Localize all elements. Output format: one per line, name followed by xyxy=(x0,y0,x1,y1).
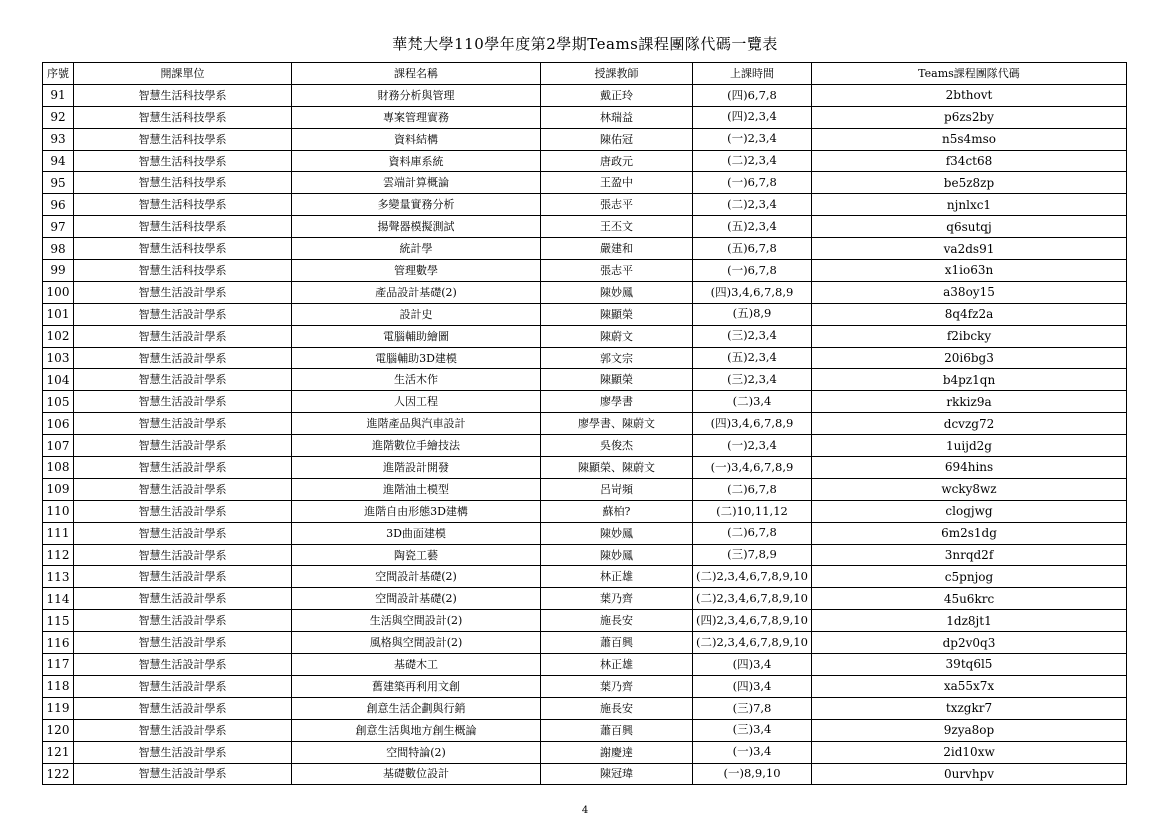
cell-course-name: 空間特論(2) xyxy=(292,741,541,763)
cell-instructor: 林正雄 xyxy=(541,566,693,588)
cell-instructor: 王盈中 xyxy=(541,172,693,194)
cell-class-time: (五)8,9 xyxy=(693,303,812,325)
course-code-table xyxy=(42,62,1127,785)
cell-seq: 116 xyxy=(43,632,74,654)
header-seq: 序號 xyxy=(43,63,74,85)
cell-teams-code: va2ds91 xyxy=(812,238,1127,260)
cell-department: 智慧生活設計學系 xyxy=(74,719,292,741)
cell-class-time: (三)2,3,4 xyxy=(693,369,812,391)
table-row xyxy=(43,697,1127,719)
cell-seq: 113 xyxy=(43,566,74,588)
cell-instructor: 蕭百興 xyxy=(541,632,693,654)
cell-instructor: 吳俊杰 xyxy=(541,435,693,457)
cell-teams-code: 0urvhpv xyxy=(812,763,1127,785)
table-row xyxy=(43,588,1127,610)
cell-class-time: (二)10,11,12 xyxy=(693,500,812,522)
cell-department: 智慧生活設計學系 xyxy=(74,281,292,303)
cell-class-time: (三)2,3,4 xyxy=(693,325,812,347)
cell-department: 智慧生活設計學系 xyxy=(74,391,292,413)
table-row xyxy=(43,763,1127,785)
cell-course-name: 創意生活企劃與行銷 xyxy=(292,697,541,719)
cell-class-time: (四)3,4 xyxy=(693,654,812,676)
table-row xyxy=(43,500,1127,522)
table-row xyxy=(43,391,1127,413)
cell-class-time: (二)3,4 xyxy=(693,391,812,413)
cell-class-time: (一)8,9,10 xyxy=(693,763,812,785)
cell-seq: 104 xyxy=(43,369,74,391)
cell-class-time: (五)6,7,8 xyxy=(693,238,812,260)
header-teams-code: Teams課程團隊代碼 xyxy=(812,63,1127,85)
cell-instructor: 郭文宗 xyxy=(541,347,693,369)
cell-course-name: 進階產品與汽車設計 xyxy=(292,413,541,435)
table-row xyxy=(43,347,1127,369)
table-row xyxy=(43,435,1127,457)
cell-department: 智慧生活科技學系 xyxy=(74,150,292,172)
cell-seq: 101 xyxy=(43,303,74,325)
cell-department: 智慧生活科技學系 xyxy=(74,238,292,260)
cell-teams-code: 39tq6l5 xyxy=(812,654,1127,676)
header-instructor: 授課教師 xyxy=(541,63,693,85)
cell-seq: 112 xyxy=(43,544,74,566)
cell-seq: 120 xyxy=(43,719,74,741)
cell-teams-code: 3nrqd2f xyxy=(812,544,1127,566)
cell-department: 智慧生活設計學系 xyxy=(74,763,292,785)
cell-course-name: 進階油土模型 xyxy=(292,478,541,500)
cell-instructor: 林正雄 xyxy=(541,654,693,676)
document-title: 華梵大學110學年度第2學期Teams課程團隊代碼一覽表 xyxy=(392,35,778,53)
cell-course-name: 電腦輔助3D建模 xyxy=(292,347,541,369)
cell-department: 智慧生活科技學系 xyxy=(74,106,292,128)
table-row xyxy=(43,216,1127,238)
cell-department: 智慧生活設計學系 xyxy=(74,544,292,566)
cell-seq: 108 xyxy=(43,457,74,479)
cell-course-name: 資料庫系統 xyxy=(292,150,541,172)
cell-department: 智慧生活設計學系 xyxy=(74,741,292,763)
cell-class-time: (四)6,7,8 xyxy=(693,84,812,106)
cell-teams-code: 45u6krc xyxy=(812,588,1127,610)
cell-class-time: (二)2,3,4 xyxy=(693,194,812,216)
cell-class-time: (四)3,4,6,7,8,9 xyxy=(693,281,812,303)
cell-seq: 99 xyxy=(43,260,74,282)
cell-course-name: 風格與空間設計(2) xyxy=(292,632,541,654)
table-row xyxy=(43,106,1127,128)
cell-class-time: (五)2,3,4 xyxy=(693,347,812,369)
cell-seq: 115 xyxy=(43,610,74,632)
cell-department: 智慧生活設計學系 xyxy=(74,632,292,654)
cell-instructor: 唐政元 xyxy=(541,150,693,172)
cell-department: 智慧生活設計學系 xyxy=(74,413,292,435)
cell-seq: 97 xyxy=(43,216,74,238)
cell-course-name: 雲端計算概論 xyxy=(292,172,541,194)
cell-department: 智慧生活設計學系 xyxy=(74,588,292,610)
table-row xyxy=(43,281,1127,303)
cell-class-time: (四)3,4 xyxy=(693,675,812,697)
cell-instructor: 陳冠瑋 xyxy=(541,763,693,785)
cell-seq: 103 xyxy=(43,347,74,369)
cell-department: 智慧生活科技學系 xyxy=(74,194,292,216)
table-row xyxy=(43,566,1127,588)
cell-class-time: (三)7,8,9 xyxy=(693,544,812,566)
header-course-name: 課程名稱 xyxy=(292,63,541,85)
table-row xyxy=(43,478,1127,500)
cell-seq: 98 xyxy=(43,238,74,260)
cell-course-name: 管理數學 xyxy=(292,260,541,282)
cell-seq: 122 xyxy=(43,763,74,785)
cell-class-time: (二)2,3,4 xyxy=(693,150,812,172)
cell-instructor: 陳顯榮 xyxy=(541,303,693,325)
cell-seq: 117 xyxy=(43,654,74,676)
cell-department: 智慧生活設計學系 xyxy=(74,369,292,391)
cell-teams-code: a38oy15 xyxy=(812,281,1127,303)
cell-department: 智慧生活科技學系 xyxy=(74,128,292,150)
cell-department: 智慧生活科技學系 xyxy=(74,260,292,282)
cell-course-name: 空間設計基礎(2) xyxy=(292,588,541,610)
cell-course-name: 多變量實務分析 xyxy=(292,194,541,216)
cell-teams-code: q6sutqj xyxy=(812,216,1127,238)
cell-course-name: 生活與空間設計(2) xyxy=(292,610,541,632)
table-row xyxy=(43,369,1127,391)
cell-instructor: 張志平 xyxy=(541,260,693,282)
cell-instructor: 陳妙鳳 xyxy=(541,522,693,544)
cell-teams-code: 6m2s1dg xyxy=(812,522,1127,544)
cell-course-name: 人因工程 xyxy=(292,391,541,413)
table-row xyxy=(43,654,1127,676)
cell-class-time: (一)6,7,8 xyxy=(693,260,812,282)
cell-class-time: (三)3,4 xyxy=(693,719,812,741)
cell-department: 智慧生活設計學系 xyxy=(74,675,292,697)
cell-class-time: (二)2,3,4,6,7,8,9,10 xyxy=(693,566,812,588)
cell-course-name: 電腦輔助繪圖 xyxy=(292,325,541,347)
cell-course-name: 基礎數位設計 xyxy=(292,763,541,785)
cell-class-time: (三)7,8 xyxy=(693,697,812,719)
cell-seq: 105 xyxy=(43,391,74,413)
cell-teams-code: txzgkr7 xyxy=(812,697,1127,719)
cell-instructor: 陳妙鳳 xyxy=(541,544,693,566)
cell-department: 智慧生活設計學系 xyxy=(74,457,292,479)
cell-course-name: 進階數位手繪技法 xyxy=(292,435,541,457)
table-row xyxy=(43,172,1127,194)
cell-course-name: 創意生活與地方創生概論 xyxy=(292,719,541,741)
cell-department: 智慧生活設計學系 xyxy=(74,478,292,500)
cell-teams-code: f34ct68 xyxy=(812,150,1127,172)
cell-instructor: 蘇柏? xyxy=(541,500,693,522)
cell-teams-code: 20i6bg3 xyxy=(812,347,1127,369)
cell-teams-code: rkkiz9a xyxy=(812,391,1127,413)
cell-teams-code: njnlxc1 xyxy=(812,194,1127,216)
cell-course-name: 進階設計開發 xyxy=(292,457,541,479)
cell-department: 智慧生活科技學系 xyxy=(74,216,292,238)
table-row xyxy=(43,238,1127,260)
cell-instructor: 陳妙鳳 xyxy=(541,281,693,303)
cell-course-name: 設計史 xyxy=(292,303,541,325)
cell-instructor: 施長安 xyxy=(541,697,693,719)
cell-seq: 119 xyxy=(43,697,74,719)
table-row xyxy=(43,544,1127,566)
cell-teams-code: 2bthovt xyxy=(812,84,1127,106)
cell-seq: 95 xyxy=(43,172,74,194)
cell-instructor: 廖學書 xyxy=(541,391,693,413)
table-row xyxy=(43,303,1127,325)
cell-teams-code: be5z8zp xyxy=(812,172,1127,194)
cell-department: 智慧生活設計學系 xyxy=(74,566,292,588)
cell-teams-code: dp2v0q3 xyxy=(812,632,1127,654)
cell-course-name: 財務分析與管理 xyxy=(292,84,541,106)
cell-seq: 102 xyxy=(43,325,74,347)
cell-seq: 109 xyxy=(43,478,74,500)
cell-instructor: 陳顯榮、陳蔚文 xyxy=(541,457,693,479)
cell-instructor: 陳蔚文 xyxy=(541,325,693,347)
cell-department: 智慧生活科技學系 xyxy=(74,84,292,106)
cell-department: 智慧生活設計學系 xyxy=(74,500,292,522)
cell-seq: 114 xyxy=(43,588,74,610)
cell-course-name: 產品設計基礎(2) xyxy=(292,281,541,303)
cell-course-name: 舊建築再利用文創 xyxy=(292,675,541,697)
table-row xyxy=(43,194,1127,216)
cell-instructor: 戴正玲 xyxy=(541,84,693,106)
cell-seq: 107 xyxy=(43,435,74,457)
cell-teams-code: wcky8wz xyxy=(812,478,1127,500)
cell-instructor: 謝慶達 xyxy=(541,741,693,763)
table-row xyxy=(43,84,1127,106)
table-row xyxy=(43,457,1127,479)
cell-teams-code: clogjwg xyxy=(812,500,1127,522)
table-row xyxy=(43,413,1127,435)
cell-class-time: (二)6,7,8 xyxy=(693,478,812,500)
table-row xyxy=(43,260,1127,282)
table-row xyxy=(43,150,1127,172)
cell-instructor: 王丕文 xyxy=(541,216,693,238)
header-department: 開課單位 xyxy=(74,63,292,85)
cell-seq: 96 xyxy=(43,194,74,216)
cell-teams-code: 1uijd2g xyxy=(812,435,1127,457)
cell-seq: 106 xyxy=(43,413,74,435)
table-row xyxy=(43,632,1127,654)
table-row xyxy=(43,741,1127,763)
cell-teams-code: b4pz1qn xyxy=(812,369,1127,391)
cell-course-name: 進階自由形態3D建構 xyxy=(292,500,541,522)
cell-seq: 93 xyxy=(43,128,74,150)
cell-instructor: 張志平 xyxy=(541,194,693,216)
cell-class-time: (五)2,3,4 xyxy=(693,216,812,238)
table-row xyxy=(43,522,1127,544)
cell-instructor: 陳顯榮 xyxy=(541,369,693,391)
cell-teams-code: p6zs2by xyxy=(812,106,1127,128)
cell-course-name: 基礎木工 xyxy=(292,654,541,676)
cell-seq: 94 xyxy=(43,150,74,172)
cell-seq: 92 xyxy=(43,106,74,128)
table-row xyxy=(43,325,1127,347)
table-row xyxy=(43,610,1127,632)
cell-class-time: (四)2,3,4,6,7,8,9,10 xyxy=(693,610,812,632)
cell-seq: 91 xyxy=(43,84,74,106)
cell-department: 智慧生活設計學系 xyxy=(74,522,292,544)
cell-seq: 121 xyxy=(43,741,74,763)
cell-seq: 100 xyxy=(43,281,74,303)
cell-course-name: 空間設計基礎(2) xyxy=(292,566,541,588)
cell-teams-code: 694hins xyxy=(812,457,1127,479)
cell-seq: 110 xyxy=(43,500,74,522)
cell-teams-code: 8q4fz2a xyxy=(812,303,1127,325)
cell-class-time: (四)2,3,4 xyxy=(693,106,812,128)
cell-teams-code: c5pnjog xyxy=(812,566,1127,588)
cell-instructor: 蕭百興 xyxy=(541,719,693,741)
cell-department: 智慧生活科技學系 xyxy=(74,172,292,194)
cell-teams-code: 1dz8jt1 xyxy=(812,610,1127,632)
cell-teams-code: f2ibcky xyxy=(812,325,1127,347)
cell-class-time: (一)3,4,6,7,8,9 xyxy=(693,457,812,479)
cell-class-time: (二)2,3,4,6,7,8,9,10 xyxy=(693,588,812,610)
cell-course-name: 陶瓷工藝 xyxy=(292,544,541,566)
cell-seq: 111 xyxy=(43,522,74,544)
cell-class-time: (一)6,7,8 xyxy=(693,172,812,194)
cell-class-time: (一)3,4 xyxy=(693,741,812,763)
table-row xyxy=(43,719,1127,741)
cell-teams-code: x1io63n xyxy=(812,260,1127,282)
cell-instructor: 林瑞益 xyxy=(541,106,693,128)
cell-teams-code: dcvzg72 xyxy=(812,413,1127,435)
page-number: 4 xyxy=(581,805,589,816)
cell-course-name: 統計學 xyxy=(292,238,541,260)
cell-class-time: (二)6,7,8 xyxy=(693,522,812,544)
header-row xyxy=(43,63,1127,85)
cell-seq: 118 xyxy=(43,675,74,697)
cell-course-name: 資料結構 xyxy=(292,128,541,150)
cell-class-time: (四)3,4,6,7,8,9 xyxy=(693,413,812,435)
cell-department: 智慧生活設計學系 xyxy=(74,654,292,676)
cell-department: 智慧生活設計學系 xyxy=(74,303,292,325)
cell-class-time: (一)2,3,4 xyxy=(693,128,812,150)
cell-instructor: 呂岢頻 xyxy=(541,478,693,500)
cell-teams-code: 9zya8op xyxy=(812,719,1127,741)
cell-instructor: 葉乃齊 xyxy=(541,675,693,697)
cell-instructor: 嚴建和 xyxy=(541,238,693,260)
cell-course-name: 3D曲面建模 xyxy=(292,522,541,544)
table-row xyxy=(43,675,1127,697)
table-row xyxy=(43,128,1127,150)
cell-teams-code: 2id10xw xyxy=(812,741,1127,763)
cell-department: 智慧生活設計學系 xyxy=(74,610,292,632)
cell-instructor: 施長安 xyxy=(541,610,693,632)
cell-department: 智慧生活設計學系 xyxy=(74,347,292,369)
cell-class-time: (一)2,3,4 xyxy=(693,435,812,457)
cell-class-time: (二)2,3,4,6,7,8,9,10 xyxy=(693,632,812,654)
cell-teams-code: n5s4mso xyxy=(812,128,1127,150)
cell-teams-code: xa55x7x xyxy=(812,675,1127,697)
cell-course-name: 專案管理實務 xyxy=(292,106,541,128)
cell-department: 智慧生活設計學系 xyxy=(74,435,292,457)
cell-instructor: 陳佑冠 xyxy=(541,128,693,150)
cell-instructor: 葉乃齊 xyxy=(541,588,693,610)
cell-course-name: 揚聲器模擬測試 xyxy=(292,216,541,238)
header-class-time: 上課時間 xyxy=(693,63,812,85)
table-body xyxy=(43,84,1127,785)
cell-instructor: 廖學書、陳蔚文 xyxy=(541,413,693,435)
cell-department: 智慧生活設計學系 xyxy=(74,697,292,719)
cell-department: 智慧生活設計學系 xyxy=(74,325,292,347)
cell-course-name: 生活木作 xyxy=(292,369,541,391)
